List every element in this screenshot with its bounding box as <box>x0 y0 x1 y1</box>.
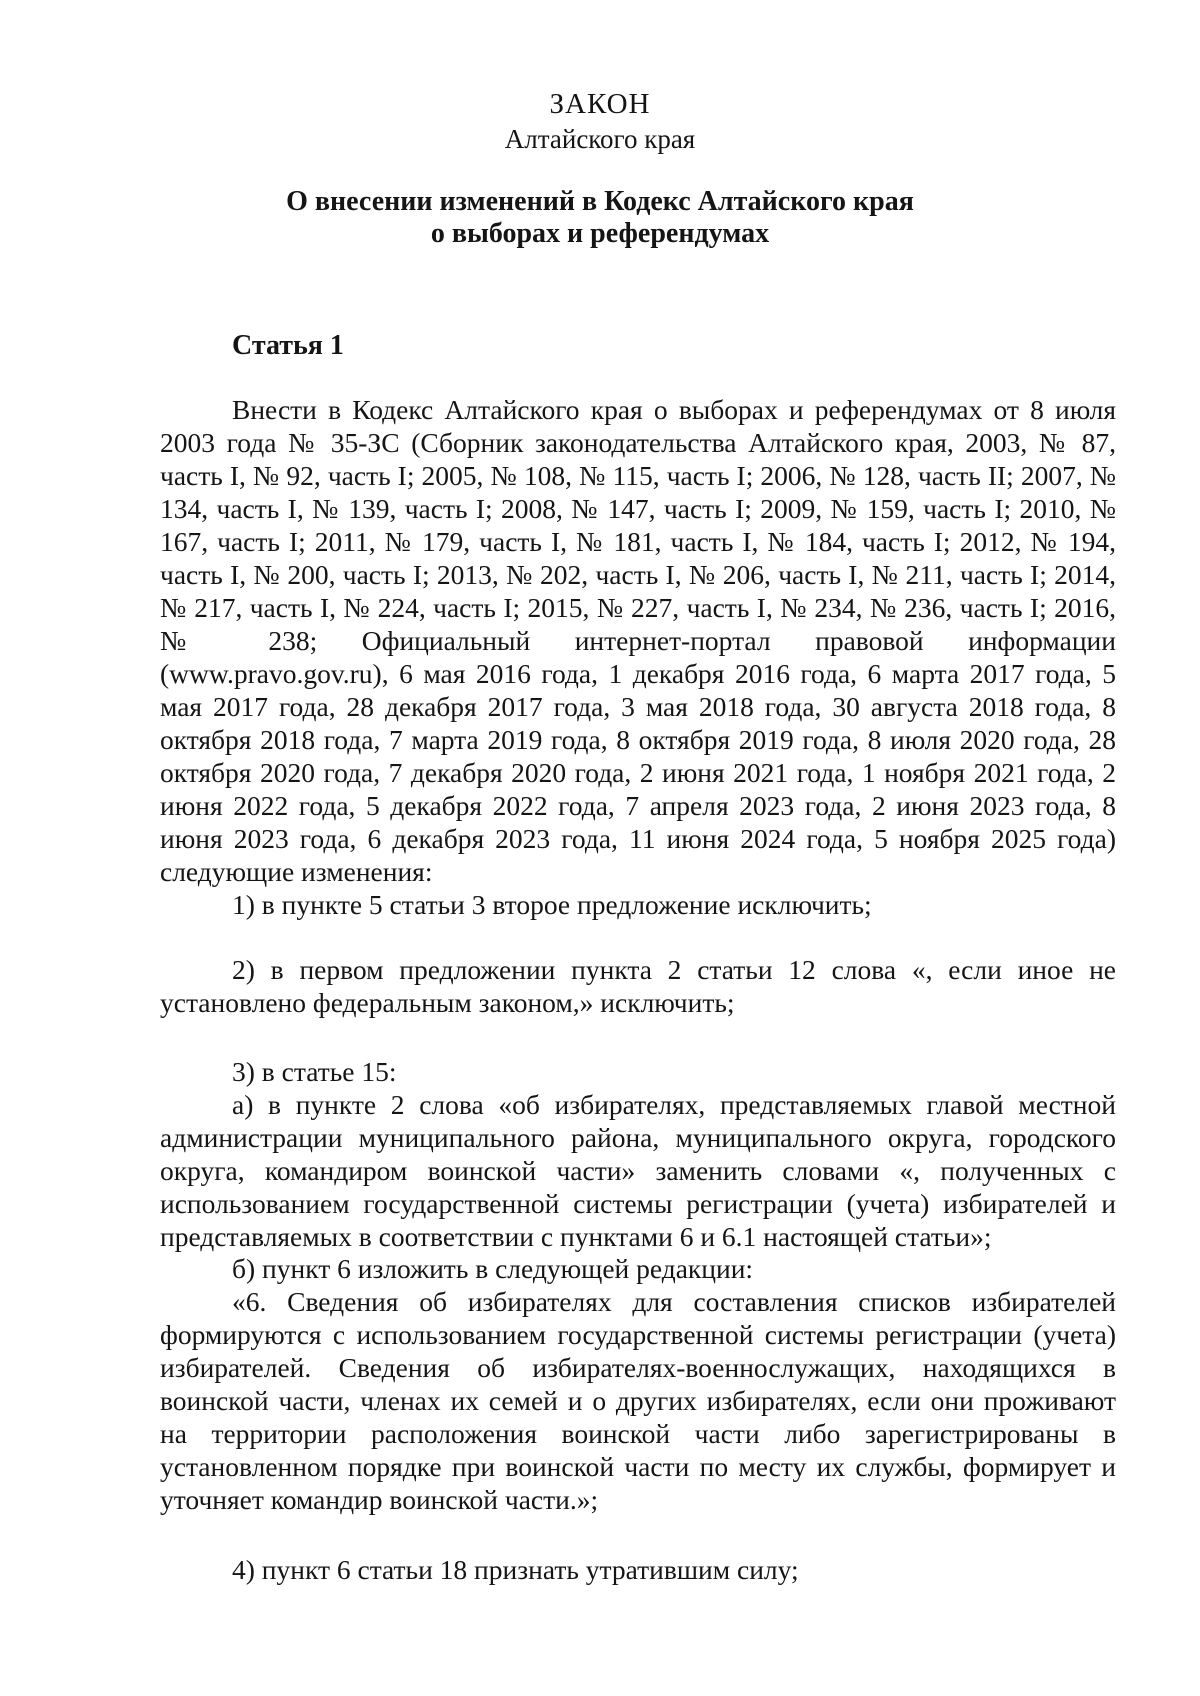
law-title-line-1: О внесении изменений в Кодекс Алтайского края <box>286 186 914 217</box>
region-label: Алтайского края <box>504 124 696 154</box>
amendment-item-1: 1) в пункте 5 статьи 3 второе предложение исключить; <box>232 889 872 920</box>
amendment-item-3a: а) в пункте 2 слова «об избирателях, представляемых главой местной администрации муниципального района, муниципального округа, городского округа, командиром воинской части» заменить словами «, полученных с использованием государственной системы регистрации (учета) избирателей и представляемых в соответствии с пунктами 6 и 6.1 настоящей статьи»; <box>160 1089 1116 1252</box>
amendment-item-2: 2) в первом предложении пункта 2 статьи 12 слова «, если иное не установлено федеральным законом,» исключить; <box>160 954 1116 1018</box>
amendment-item-3b: б) пункт 6 изложить в следующей редакции: <box>232 1253 754 1284</box>
quoted-new-wording: «6. Сведения об избирателях для составления списков избирателей формируются с использованием государственной системы регистрации (учета) избирателей. Сведения об избирателях-военнослужащих, находящихся в воинской части, членах их семей и о других избирателях, если они проживают на территории расположения воинской части либо зарегистрированы в установленном порядке при воинской части по месту их службы, формирует и уточняет командир воинской части.»; <box>160 1286 1116 1515</box>
amendment-item-4: 4) пункт 6 статьи 18 признать утратившим силу; <box>232 1554 799 1585</box>
law-title <box>0 186 1200 250</box>
law-label: ЗАКОН <box>549 88 651 120</box>
amendment-item-3: 3) в статье 15: <box>232 1056 397 1087</box>
law-title-line-2: о выборах и референдумах <box>430 218 770 249</box>
intro-paragraph: Внести в Кодекс Алтайского края о выборах и референдумах от 8 июля 2003 года № 35-ЗС (Сборник законодательства Алтайского края, 2003, № 87, часть I, № 92, часть I; 2005, № 108, № 115, часть I; 2006, № 128, часть II; 2007, № 134, часть I, № 139, часть I; 2008, № 147, часть I; 2009, № 159, часть I; 2010, № 167, часть I; 2011, № 179, часть I, № 181, часть I, № 184, часть I; 2012, № 194, часть I, № 200, часть I; 2013, № 202, часть I, № 206, часть I, № 211, часть I; 2014, № 217, часть I, № 224, часть I; 2015, № 227, часть I, № 234, № 236, часть I; 2016, № 238; Официальный интернет-портал правовой информации (www.pravo.gov.ru), 6 мая 2016 года, 1 декабря 2016 года, 6 марта 2017 года, 5 мая 2017 года, 28 декабря 2017 года, 3 мая 2018 года, 30 августа 2018 года, 8 октября 2018 года, 7 марта 2019 года, 8 октября 2019 года, 8 июля 2020 года, 28 октября 2020 года, 7 декабря 2020 года, 2 июня 2021 года, 1 ноября 2021 года, 2 июня 2022 года, 5 декабря 2022 года, 7 апреля 2023 года, 2 июня 2023 года, 8 июня 2023 года, 6 декабря 2023 года, 11 июня 2024 года, 5 ноября 2025 года) следующие изменения: <box>160 394 1116 887</box>
article-heading: Статья 1 <box>232 330 344 361</box>
